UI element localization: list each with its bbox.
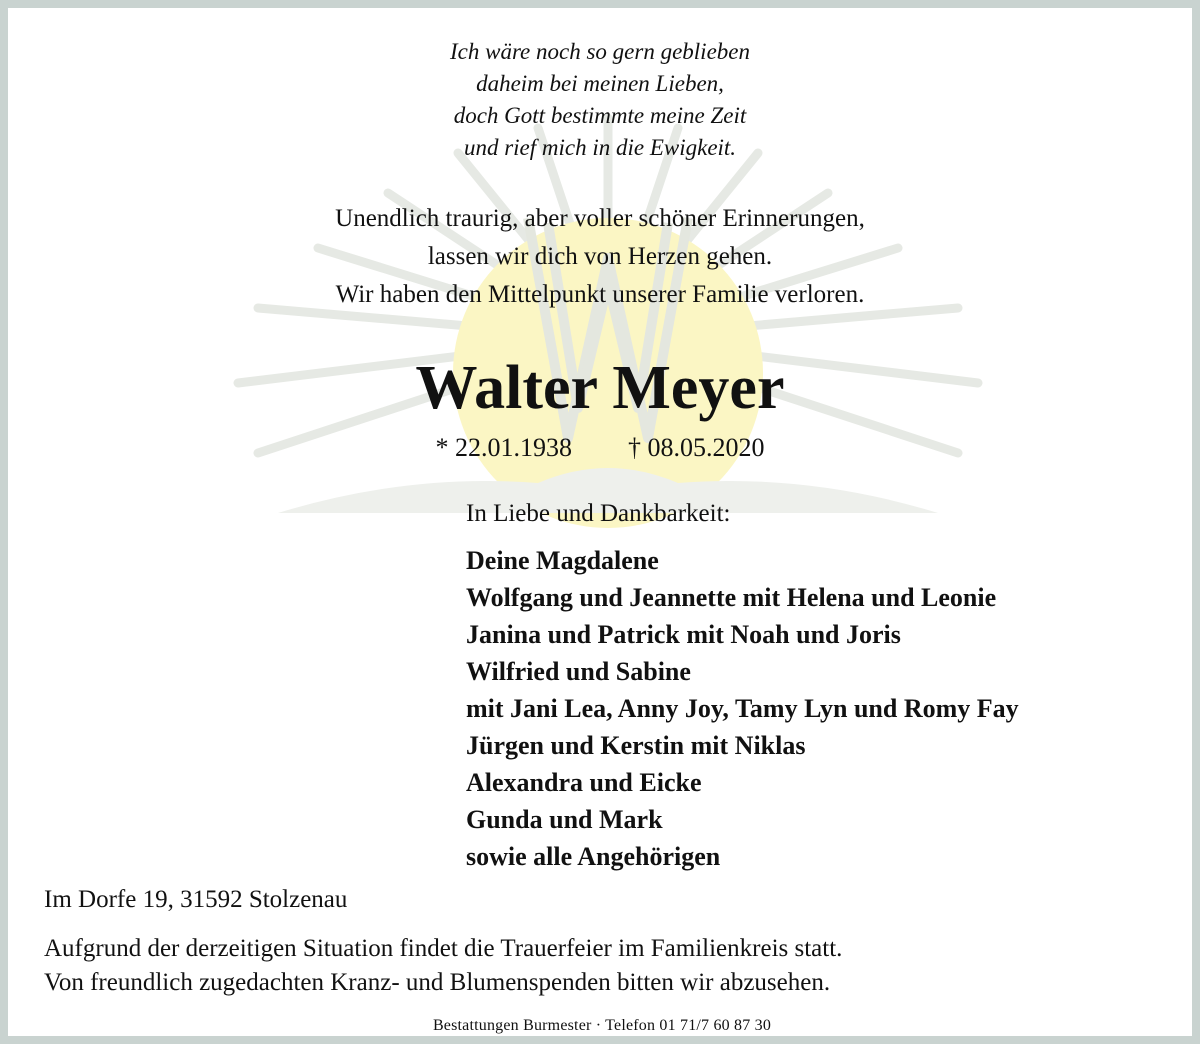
- lead-text: [8, 200, 1192, 314]
- family-member: Alexandra und Eicke: [466, 768, 702, 797]
- lead-line: Unendlich traurig, aber voller schöner Erinnerungen,: [335, 205, 865, 232]
- family-member: Wilfried und Sabine: [466, 657, 691, 686]
- family-member: Wolfgang und Jeannette mit Helena und Leonie: [466, 583, 997, 612]
- dedication-line: In Liebe und Dankbarkeit:: [466, 500, 731, 527]
- poem-verse: [8, 36, 1192, 164]
- poem-line: und rief mich in die Ewigkeit.: [463, 135, 737, 160]
- lead-line: Wir haben den Mittelpunkt unserer Familie verloren.: [335, 281, 865, 308]
- lead-line: lassen wir dich von Herzen gehen.: [427, 243, 773, 270]
- undertaker-footer: Bestattungen Burmester · Telefon 01 71/7 60 87 30: [388, 1016, 816, 1036]
- obituary-notice: [8, 8, 1192, 1036]
- poem-line: doch Gott bestimmte meine Zeit: [453, 103, 747, 128]
- family-member: Deine Magdalene: [466, 546, 659, 575]
- birth-date: * 22.01.1938: [435, 433, 572, 462]
- funeral-notice: [44, 932, 842, 1000]
- poem-line: Ich wäre noch so gern geblieben: [450, 39, 750, 64]
- family-member: Jürgen und Kerstin mit Niklas: [466, 731, 806, 760]
- death-date: † 08.05.2020: [628, 433, 765, 462]
- family-member: Janina und Patrick mit Noah und Joris: [466, 620, 901, 649]
- notice-line: Aufgrund der derzeitigen Situation findet die Trauerfeier im Familienkreis statt.: [44, 935, 843, 962]
- family-member: mit Jani Lea, Anny Joy, Tamy Lyn und Romy Fay: [466, 694, 1019, 723]
- deceased-name: Walter Meyer: [415, 354, 785, 422]
- family-address: Im Dorfe 19, 31592 Stolzenau: [44, 886, 348, 913]
- poem-line: daheim bei meinen Lieben,: [476, 71, 724, 96]
- life-dates: [8, 430, 1192, 466]
- family-member: Gunda und Mark: [466, 805, 663, 834]
- family-list: [466, 542, 1019, 875]
- notice-line: Von freundlich zugedachten Kranz- und Blumenspenden bitten wir abzusehen.: [44, 969, 831, 996]
- family-member: sowie alle Angehörigen: [466, 842, 721, 871]
